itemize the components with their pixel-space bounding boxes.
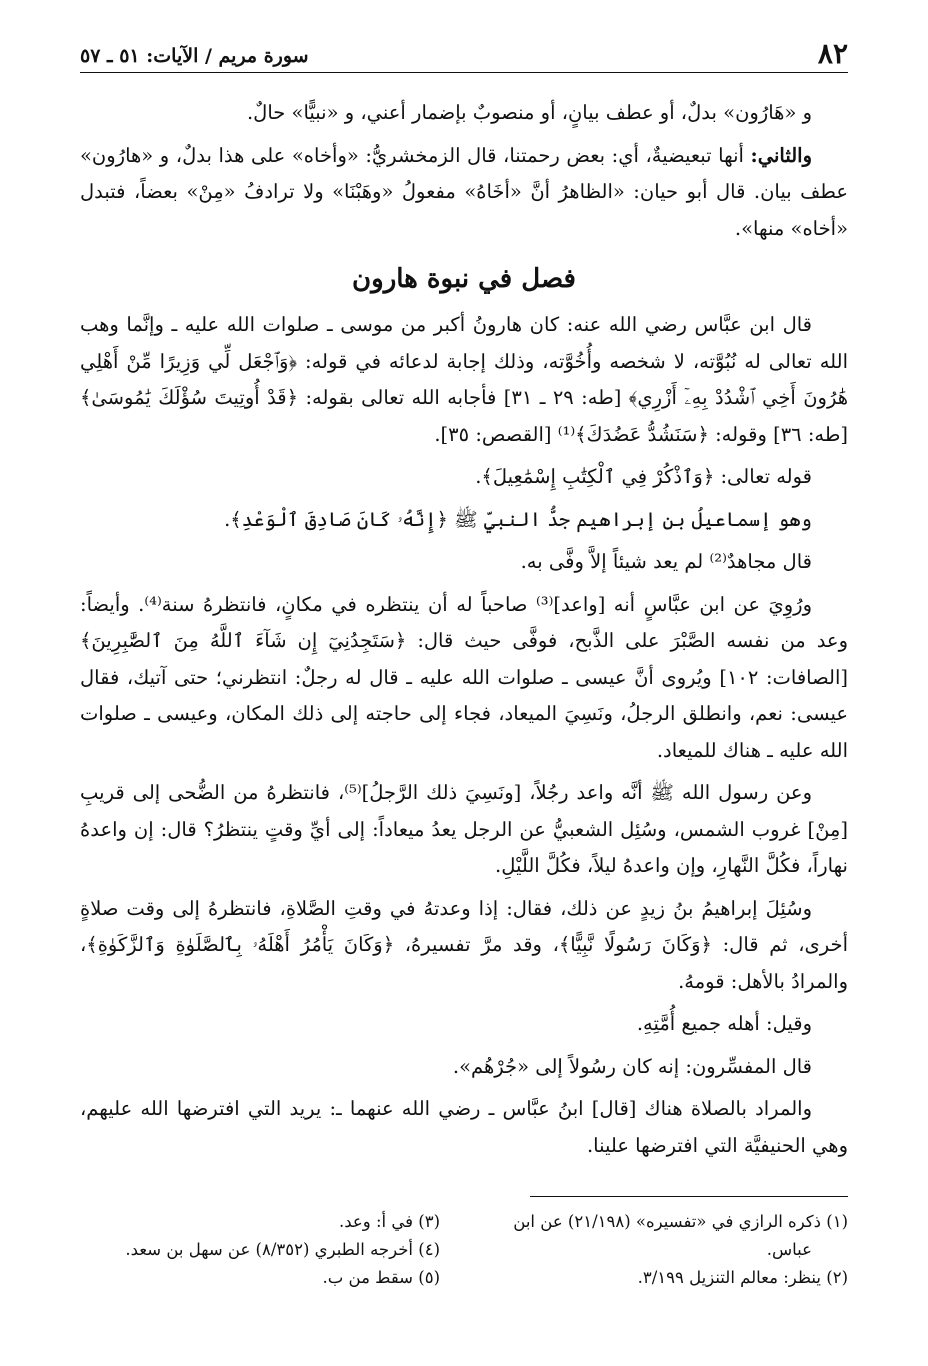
footnote: (٣) في أ: وعد. [339,1212,440,1231]
section-paragraph: وعن رسول الله ﷺ أنَّه واعد رجُلاً، [ونَسِيَ ذلك الرَّجلُ]⁽⁵⁾، فانتظرهُ من الضُّحى إلى قريبِ [مِنْ] غروب الشمس، وسُئِل الشعبيُّ عن الرجل يعدُ ميعاداً: إلى أيِّ وقتٍ ينتظرُ؟ قال: إن واعدهُ نهاراً، فكُلَّ النَّهارِ، وإن واعدهُ ليلاً، فكُلَّ اللَّيْلِ. [80,781,848,877]
page-body [80,95,848,1164]
section-paragraph: ورُوِيَ عن ابن عبَّاسٍ أنه [واعد]⁽³⁾ صاحباً له أن ينتظره في مكانٍ، فانتظرهُ سنة⁽⁴⁾. وأيضاً: وعد من نفسه الصَّبْرَ على الذَّبح، فوفَّى حيث قال: ﴿سَتَجِدُنِيٓ إِن شَآءَ ٱللَّهُ مِنَ ٱلصَّٰبِرِينَ﴾ [الصافات: ١٠٢] ويُروى أنَّ عيسى ـ صلوات الله عليه ـ قال له رجلٌ: انتظرني؛ حتى آتيك، فقال عيسى: نعم، وانطلق الرجلُ، ونَسِيَ الميعاد، فجاء إلى حاجته إلى ذلك المكان، وعيسى ـ صلوات الله عليه ـ هناك للميعاد. [80,592,848,762]
section-title: فصل في نبوة هارون [352,264,576,294]
section-paragraph: قال مجاهدٌ⁽²⁾ لم يعد شيئاً إلاَّ وفَّى به. [520,550,812,573]
page-header [80,26,848,73]
footnotes-right-column [458,1208,848,1292]
section-paragraph: قوله تعالى: ﴿وَٱذْكُرْ فِي ٱلْكِتَٰبِ إِسْمَٰعِيلَ﴾. [475,465,812,488]
intro-paragraph-2-text: أنها تبعيضيةٌ، أي: بعض رحمتنا، قال الزمخشريُّ: «وأخاه» على هذا بدلٌ، و «هارُون» عطف بيان. قال أبو حيان: «الظاهرُ أنَّ «أخَاهُ» مفعولُ «وهَبْنَا» ولا ترادفُ «مِنْ» بعضاً، فتبدل «أخاه» منها». [80,143,848,240]
footnote-divider [530,1196,848,1197]
running-head: سورة مريم / الآيات: ٥١ ـ ٥٧ [80,45,309,67]
section-paragraph: قال ابن عبَّاس رضي الله عنه: كان هارونُ أكبر من موسى ـ صلوات الله عليه ـ وإنَّما وهب الله تعالى له نُبُوَّته، لا شخصه وأُخُوَّته، وذلك إجابة لدعائه في قوله: ﴿وَٱجْعَل لِّي وَزِيرًا مِّنْ أَهْلِي هَٰرُونَ أَخِي ٱشْدُدْ بِهِۦٓ أَزْرِي﴾ [طه: ٢٩ ـ ٣١] فأجابه الله تعالى بقوله: ﴿قَدْ أُوتِيتَ سُؤْلَكَ يَٰمُوسَىٰ﴾ [طه: ٣٦] وقوله: ﴿سَنَشُدُّ عَضُدَكَ﴾⁽¹⁾ [القصص: ٣٥]. [80,313,848,446]
footnotes [80,1208,848,1292]
intro-paragraph-2 [80,138,848,248]
footnote-continuation: عباس. [766,1240,812,1259]
footnote: (٢) ينظر: معالم التنزيل ٣/١٩٩. [637,1268,848,1287]
footnote: (٤) أخرجه الطبري (٨/٣٥٢) عن سهل بن سعد. [125,1240,440,1259]
section-paragraph: وقيل: أهله جميع أُمَّتِهِ. [636,1012,812,1035]
page-number: ٨٢ [817,37,848,70]
footnote: (٥) سقط من ب. [322,1268,440,1287]
intro-paragraph-1: و «هَارُون» بدلٌ، أو عطف بيانٍ، أو منصوبٌ بإضمار أعني، و «نبيًّا» حالٌ. [246,101,812,124]
section-paragraph: وهو إسماعيلُ بن إبراهيم جدُّ النبيِّ ﷺ ﴿إِنَّهُۥ كَانَ صَادِقَ ٱلْوَعْدِ﴾. [224,507,812,531]
section-paragraph: والمراد بالصلاة هناك [قال] ابنُ عبَّاس ـ رضي الله عنهما ـ: يريد التي افترضها الله عليهم، وهي الحنيفيَّة التي افترضها علينا. [80,1097,848,1157]
intro-paragraph-2-label: والثاني: [750,143,812,167]
footnote: (١) ذكره الرازي في «تفسيره» (٢١/١٩٨) عن ابن [513,1212,848,1231]
section-paragraph: قال المفسِّرون: إنه كان رسُولاً إلى «جُرْهُم». [452,1054,812,1078]
section-paragraph: وسُئِلَ إبراهيمُ بنُ زيدٍ عن ذلك، فقال: إذا وعدتهُ في وقتِ الصَّلاةِ، فانتظرهُ إلى وقت صلاةٍ أخرى، ثم قال: ﴿وَكَانَ رَسُولًا نَّبِيًّا﴾، وقد مرَّ تفسيرهُ، ﴿وَكَانَ يَأْمُرُ أَهْلَهُۥ بِٱلصَّلَوٰةِ وَٱلزَّكَوٰةِ﴾، والمرادُ بالأهل: قومهُ. [80,896,848,993]
footnotes-left-column [80,1208,440,1292]
